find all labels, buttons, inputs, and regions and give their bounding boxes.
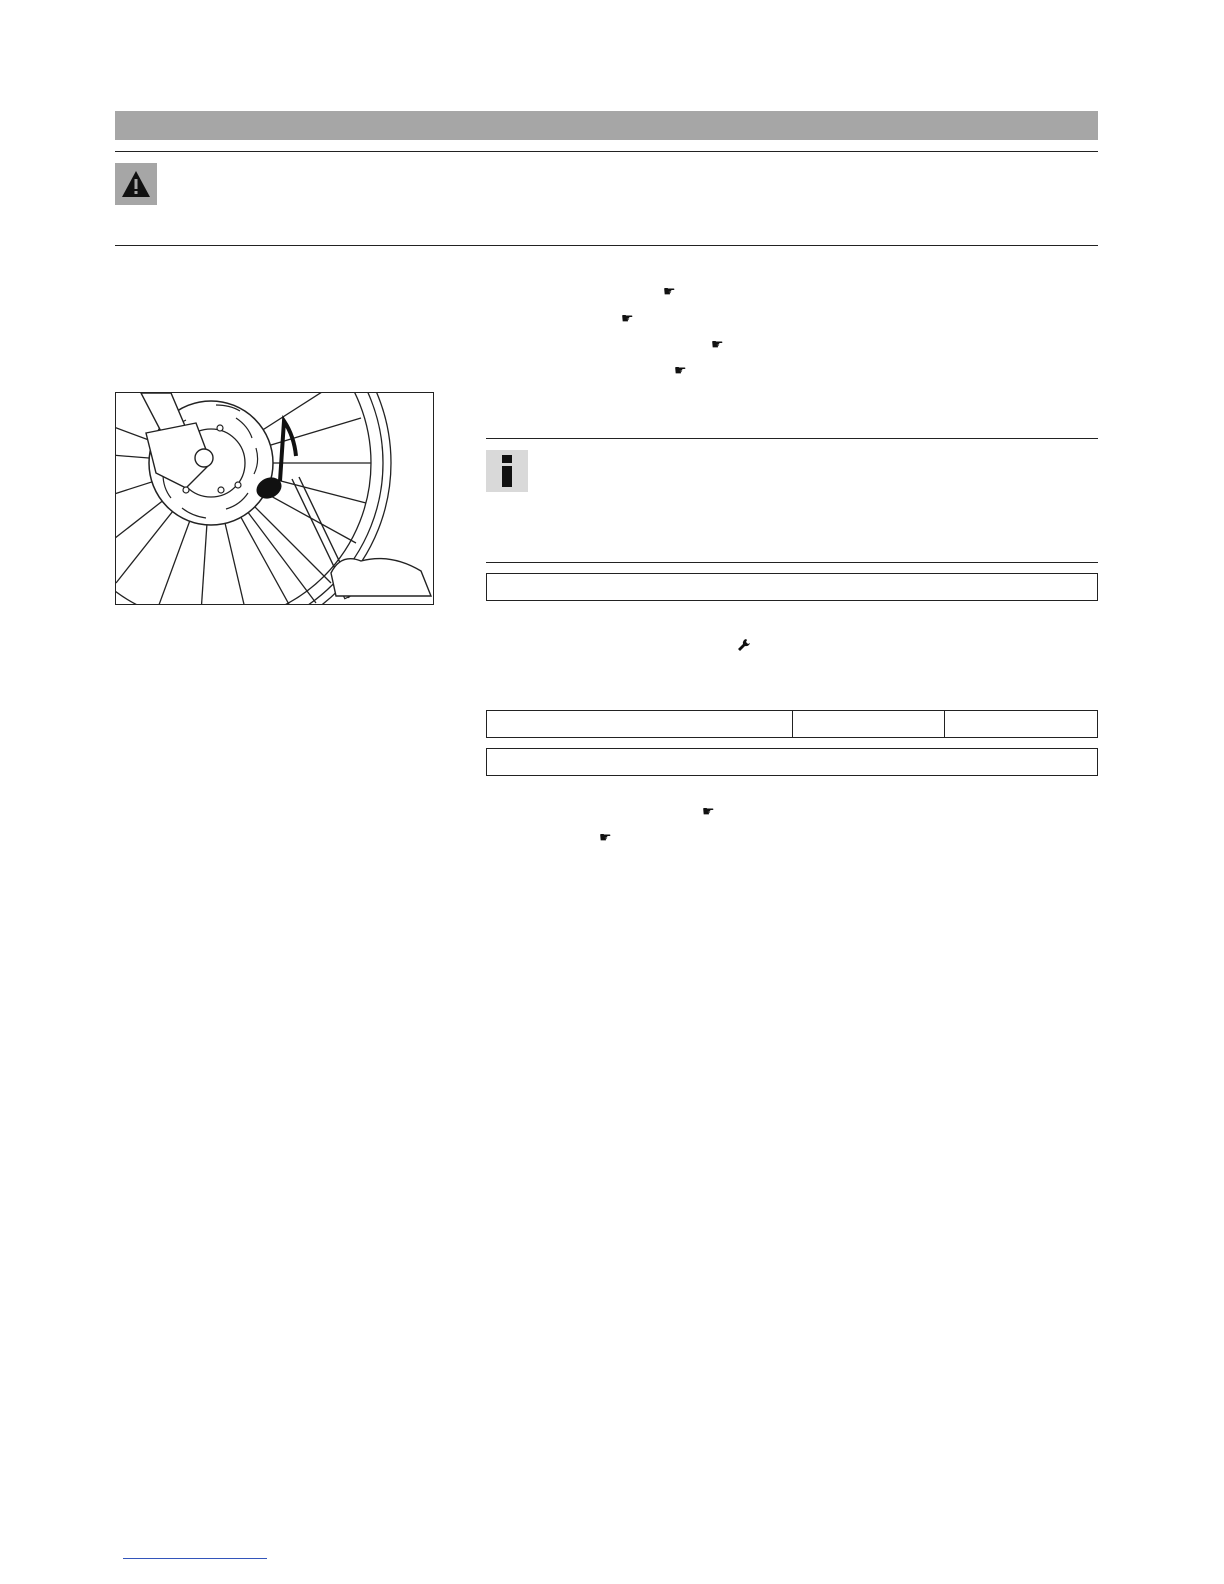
wheel-drawing	[116, 393, 433, 604]
warning-bottom-rule	[115, 245, 1098, 246]
spec-box	[486, 748, 1098, 776]
spec-table-row	[486, 710, 1098, 738]
spec-cell-3	[944, 711, 945, 737]
warning-icon-box	[115, 163, 157, 205]
pointing-hand-icon[interactable]: ☛	[711, 336, 724, 352]
pointing-hand-icon[interactable]: ☛	[599, 829, 612, 845]
pointing-hand-icon[interactable]: ☛	[674, 362, 687, 378]
wrench-icon	[737, 638, 751, 654]
warning-triangle-icon	[120, 169, 152, 199]
pointing-hand-icon[interactable]: ☛	[663, 283, 676, 299]
spec-cell-2	[792, 711, 793, 737]
section-header-bar	[115, 111, 1098, 140]
warning-top-rule	[115, 151, 1098, 152]
footer-link-underline[interactable]	[123, 1558, 267, 1559]
brake-disc-illustration	[115, 392, 434, 605]
spec-box	[486, 573, 1098, 601]
info-icon-box	[486, 450, 528, 492]
info-icon	[500, 454, 514, 488]
note-bottom-rule	[486, 562, 1098, 563]
pointing-hand-icon[interactable]: ☛	[621, 310, 634, 326]
note-top-rule	[486, 438, 1098, 439]
pointing-hand-icon[interactable]: ☛	[702, 803, 715, 819]
